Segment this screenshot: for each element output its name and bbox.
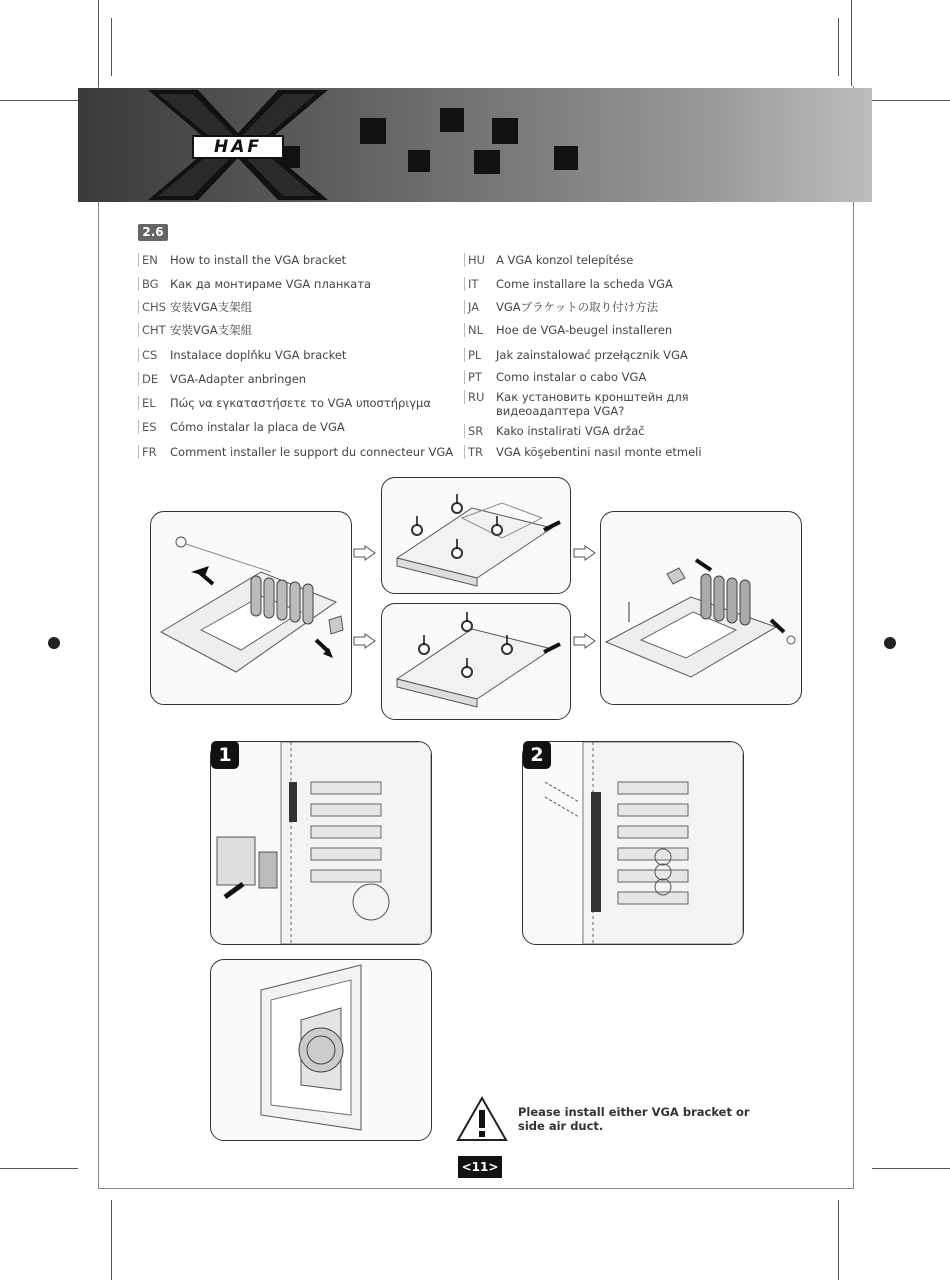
language-text: Come installare la scheda VGA bbox=[496, 277, 673, 291]
language-row-fr bbox=[138, 445, 468, 475]
section-number-badge: 2.6 bbox=[138, 224, 168, 241]
language-text: Instalace doplňku VGA bracket bbox=[170, 348, 347, 362]
language-text: Как установить кронштейн для видеоадаптера VGA? bbox=[496, 390, 689, 418]
language-code: BG bbox=[138, 277, 170, 291]
language-text: VGA köşebentini nasıl monte etmeli bbox=[496, 445, 702, 459]
language-code: NL bbox=[464, 323, 496, 337]
language-code: EN bbox=[138, 253, 170, 267]
language-text: Como instalar o cabo VGA bbox=[496, 370, 647, 384]
crop-mark bbox=[838, 18, 839, 76]
language-code: FR bbox=[138, 445, 170, 459]
language-text: VGAブラケットの取り付け方法 bbox=[496, 300, 659, 314]
step-1-illustration bbox=[211, 742, 431, 944]
step-2-panel bbox=[522, 741, 744, 945]
language-code: EL bbox=[138, 396, 170, 410]
bracket-parts-illustration bbox=[151, 512, 351, 704]
language-code: DE bbox=[138, 372, 170, 386]
arrow-right-icon bbox=[573, 633, 597, 649]
side-air-duct-illustration bbox=[211, 960, 431, 1140]
language-text: Hoe de VGA-beugel installeren bbox=[496, 323, 673, 337]
warning-icon bbox=[456, 1096, 508, 1142]
assembled-bracket-illustration bbox=[601, 512, 801, 704]
language-code: CS bbox=[138, 348, 170, 362]
language-code: CHT bbox=[138, 323, 170, 337]
language-text: 安装VGA支架组 bbox=[170, 300, 253, 314]
language-text: Πώς να εγκαταστήσετε το VGA υποστήριγμα bbox=[170, 396, 431, 410]
logo-text: HAF bbox=[214, 137, 262, 157]
page-number: <11> bbox=[458, 1156, 502, 1178]
language-text: VGA-Adapter anbringen bbox=[170, 372, 307, 386]
crop-mark bbox=[838, 1200, 839, 1280]
step-1-number: 1 bbox=[211, 741, 239, 769]
language-code: HU bbox=[464, 253, 496, 267]
crop-mark bbox=[111, 1200, 112, 1280]
crop-mark bbox=[872, 100, 950, 101]
language-row-tr bbox=[464, 445, 794, 475]
arrow-right-icon bbox=[353, 545, 377, 561]
language-code: PL bbox=[464, 348, 496, 362]
language-code: RU bbox=[464, 390, 496, 404]
diagram-panel-bottom-view bbox=[381, 603, 571, 720]
bracket-bottom-illustration bbox=[382, 604, 570, 719]
diagram-panel-assembled-bracket bbox=[600, 511, 802, 705]
crop-mark bbox=[98, 0, 99, 86]
registration-dot bbox=[884, 637, 896, 649]
language-code: SR bbox=[464, 424, 496, 438]
side-air-duct-panel bbox=[210, 959, 432, 1141]
step-2-number: 2 bbox=[523, 741, 551, 769]
language-text: Как да монтираме VGA планката bbox=[170, 277, 372, 291]
crop-mark bbox=[0, 1168, 78, 1169]
crop-mark bbox=[851, 0, 852, 86]
language-code: PT bbox=[464, 370, 496, 384]
step-1-panel bbox=[210, 741, 432, 945]
language-text: How to install the VGA bracket bbox=[170, 253, 347, 267]
language-row-ru bbox=[464, 390, 794, 420]
arrow-right-icon bbox=[353, 633, 377, 649]
language-code: ES bbox=[138, 420, 170, 434]
step-2-illustration bbox=[523, 742, 743, 944]
language-text: A VGA konzol telepítése bbox=[496, 253, 634, 267]
arrow-right-icon bbox=[573, 545, 597, 561]
language-text: Jak zainstalować przełącznik VGA bbox=[496, 348, 688, 362]
crop-mark bbox=[111, 18, 112, 76]
language-text: 安裝VGA支架組 bbox=[170, 323, 253, 337]
registration-dot bbox=[48, 637, 60, 649]
diagram-panel-bracket-parts bbox=[150, 511, 352, 705]
language-code: TR bbox=[464, 445, 496, 459]
language-code: JA bbox=[464, 300, 496, 314]
bracket-top-illustration bbox=[382, 478, 570, 593]
language-text: Comment installer le support du connecteur VGA bbox=[170, 445, 454, 459]
language-code: CHS bbox=[138, 300, 170, 314]
diagram-panel-top-view bbox=[381, 477, 571, 594]
header-banner bbox=[78, 88, 872, 202]
crop-mark bbox=[872, 1168, 950, 1169]
language-text: Cómo instalar la placa de VGA bbox=[170, 420, 345, 434]
crop-mark bbox=[0, 100, 78, 101]
language-code: IT bbox=[464, 277, 496, 291]
language-text: Kako instalirati VGA držač bbox=[496, 424, 645, 438]
warning-message: Please install either VGA bracket or side air duct. bbox=[518, 1105, 750, 1133]
